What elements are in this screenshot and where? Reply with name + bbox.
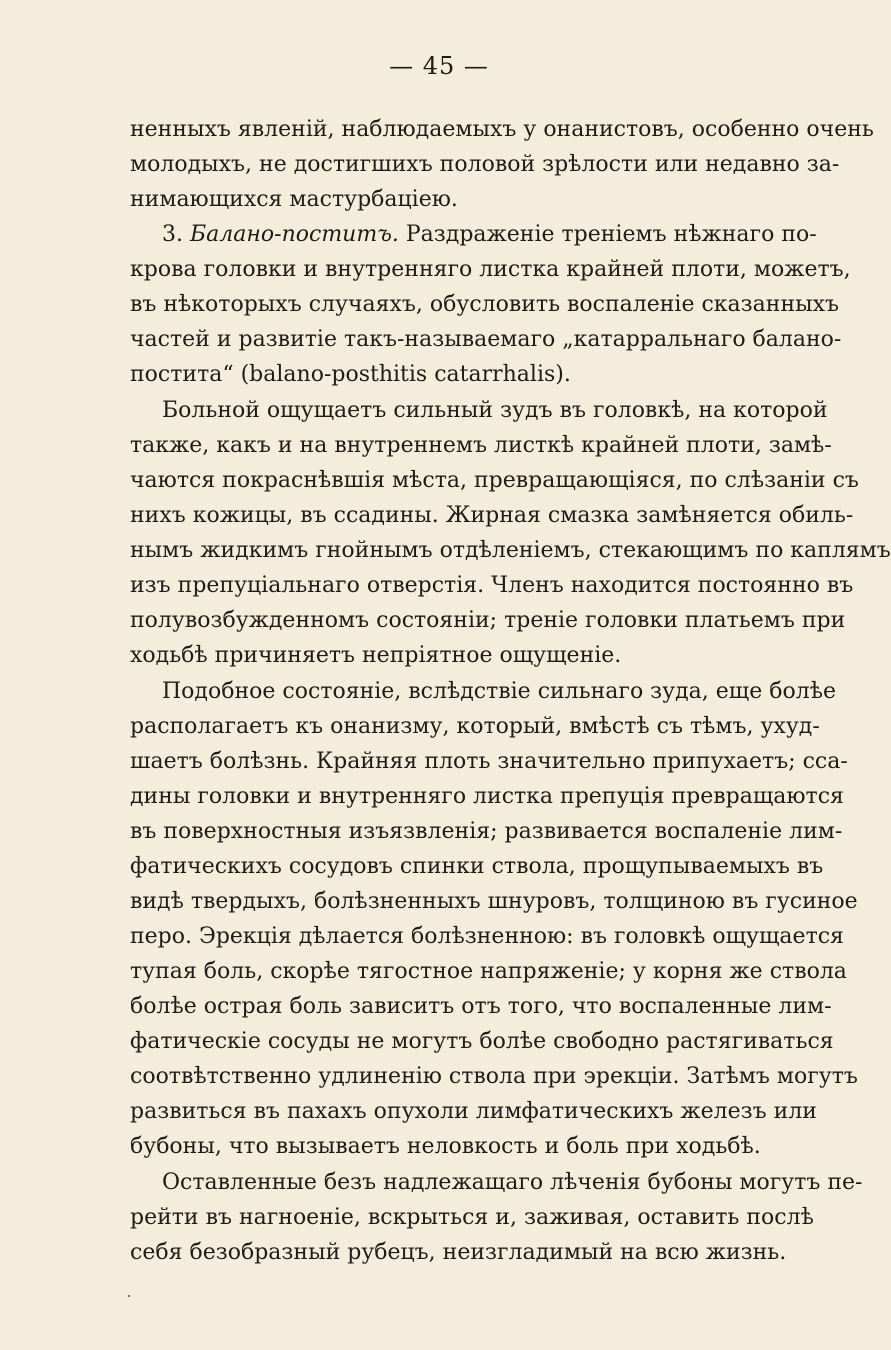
text-line: ходьбѣ причиняетъ непріятное ощущеніе. [130, 643, 622, 668]
text-line: полувозбужденномъ состояніи; треніе головки платьемъ при [130, 608, 846, 633]
text-line: рейти въ нагноеніе, вскрыться и, заживая, оставить послѣ [130, 1205, 814, 1230]
text-line: располагаетъ къ онанизму, который, вмѣстѣ съ тѣмъ, ухуд- [130, 714, 820, 739]
text-line: крова головки и внутренняго листка крайней плоти, можетъ, [130, 257, 851, 282]
text-line: тупая боль, скорѣе тягостное напряженіе; у корня же ствола [130, 959, 847, 984]
text-line: также, какъ и на внутреннемъ листкѣ крайней плоти, замѣ- [130, 433, 832, 458]
text-line: частей и развитіе такъ-называемаго „катарральнаго балано- [130, 327, 842, 352]
text-line: нихъ кожицы, въ ссадины. Жирная смазка замѣняется обиль- [130, 503, 854, 528]
text-line: молодыхъ, не достигшихъ половой зрѣлости или недавно за- [130, 152, 840, 177]
text-line: въ нѣкоторыхъ случаяхъ, обусловить воспаленіе сказанныхъ [130, 292, 840, 317]
text-line: фатическіе сосуды не могутъ болѣе свободно растягиваться [130, 1029, 834, 1054]
section-title: Балано-поститъ. [190, 222, 399, 247]
text-line: болѣе острая боль зависитъ отъ того, что воспаленные лим- [130, 994, 832, 1019]
text-line: нимающихся мастурбацiею. [130, 187, 458, 212]
text-line: бубоны, что вызываетъ неловкость и боль при ходьбѣ. [130, 1134, 761, 1159]
text-line: чаются покраснѣвшія мѣста, превращающіяся, по слѣзаніи съ [130, 468, 859, 493]
page-number: — 45 — [389, 52, 489, 80]
text-line: постита“ (balano-posthitis catarrhalis). [130, 362, 571, 387]
text-line: Подобное состояніе, вслѣдствіе сильнаго зуда, еще болѣе [162, 679, 837, 704]
text-line: шаетъ болѣзнь. Крайняя плоть значительно припухаетъ; сса- [130, 749, 848, 774]
section-number: 3. [162, 222, 183, 247]
section-heading-line [162, 218, 817, 252]
text-line: ненныхъ явленій, наблюдаемыхъ у онанистовъ, особенно очень [130, 117, 874, 142]
text-line: нымъ жидкимъ гнойнымъ отдѣленіемъ, стекающимъ по каплямъ [130, 538, 891, 563]
text-line: соотвѣтственно удлиненію ствола при эрекціи. Затѣмъ могутъ [130, 1064, 858, 1089]
text-line: Раздраженіе треніемъ нѣжнаго по- [405, 222, 817, 247]
text-line: Больной ощущаетъ сильный зудъ въ головкѣ, на которой [162, 398, 828, 423]
text-line: Оставленные безъ надлежащаго лѣченія бубоны могутъ пе- [162, 1170, 863, 1195]
ink-speck [128, 1295, 130, 1297]
text-line: видѣ твердыхъ, болѣзненныхъ шнуровъ, толщиною въ гусиное [130, 889, 858, 914]
text-line: въ поверхностныя изъязвленія; развивается воспаленіе лим- [130, 819, 843, 844]
text-line: перо. Эрекція дѣлается болѣзненною: въ головкѣ ощущается [130, 924, 844, 949]
text-line: дины головки и внутренняго листка препуція превращаются [130, 784, 844, 809]
text-line: изъ препуціальнаго отверстія. Членъ находится постоянно въ [130, 573, 854, 598]
text-line: развиться въ пахахъ опухоли лимфатическихъ железъ или [130, 1099, 817, 1124]
text-line: себя безобразный рубецъ, неизгладимый на всю жизнь. [130, 1240, 787, 1265]
text-line: фатическихъ сосудовъ спинки ствола, прощупываемыхъ въ [130, 854, 824, 879]
